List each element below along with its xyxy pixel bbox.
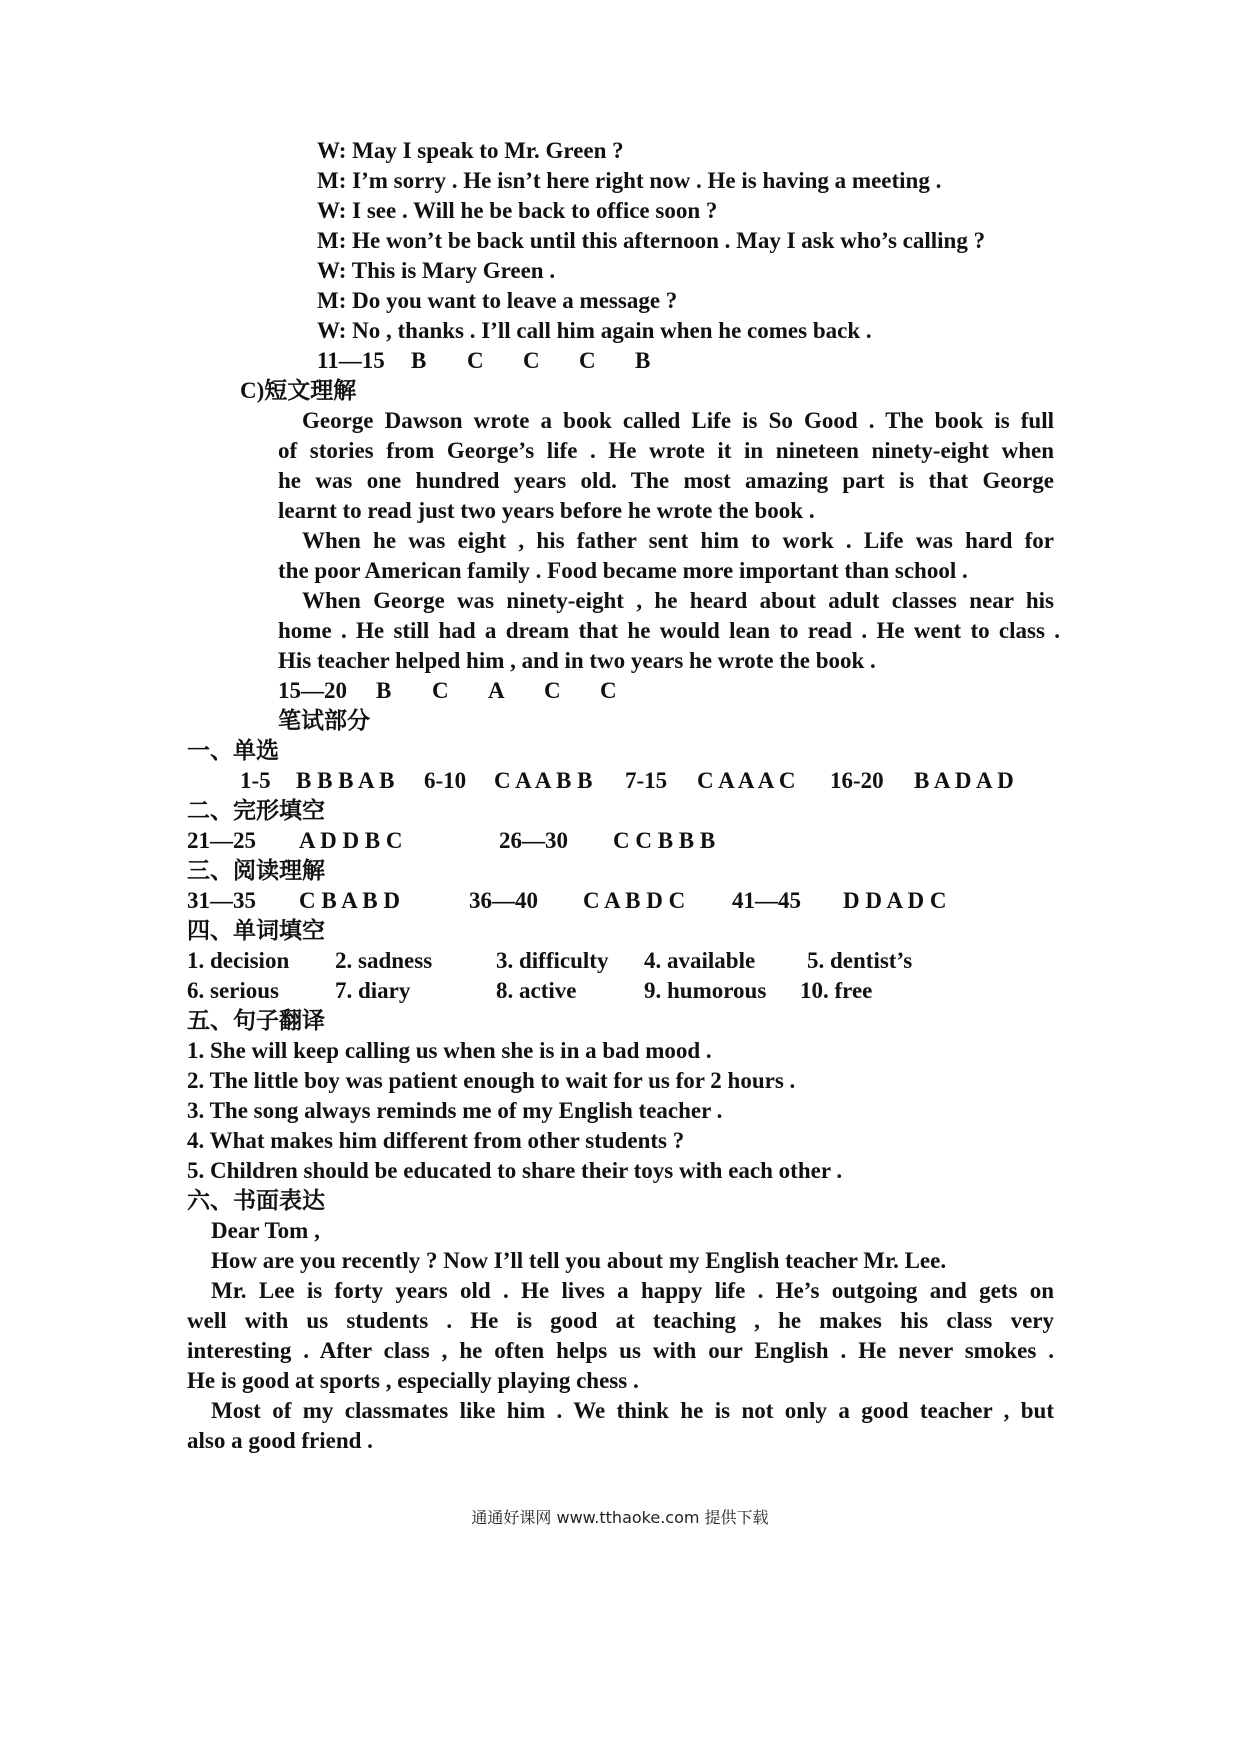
listening-b-answers bbox=[317, 346, 650, 376]
word-answer: 8. active bbox=[496, 978, 577, 1003]
answer-letter: B bbox=[635, 348, 651, 373]
letter-line: Most of my classmates like him . We think he is not only a good teacher , but bbox=[211, 1398, 1054, 1423]
answer-range: 6-10 bbox=[424, 768, 467, 793]
answer-group: C B A B D bbox=[299, 888, 400, 913]
passage-line: learnt to read just two years before he wrote the book . bbox=[278, 498, 815, 523]
section-heading: C)短文理解 bbox=[240, 378, 357, 403]
section-heading: 三、阅读理解 bbox=[187, 858, 325, 883]
word-answer: 7. diary bbox=[335, 978, 411, 1003]
answer-group: A D D B C bbox=[299, 828, 403, 853]
word-answer: 5. dentist’s bbox=[807, 948, 913, 973]
dialogue-line: W: No , thanks . I’ll call him again when he comes back . bbox=[317, 318, 872, 343]
answer-letter: A bbox=[488, 678, 505, 703]
answer-group: B B B A B bbox=[296, 768, 395, 793]
dialogue-line: M: He won’t be back until this afternoon . May I ask who’s calling ? bbox=[317, 228, 986, 253]
section-heading: 四、单词填空 bbox=[187, 918, 325, 943]
letter-line: also a good friend . bbox=[187, 1428, 373, 1453]
word-row bbox=[187, 976, 872, 1006]
passage-line: the poor American family . Food became more important than school . bbox=[278, 558, 968, 583]
passage-line: When George was ninety-eight , he heard about adult classes near his bbox=[302, 588, 1054, 613]
passage-line: George Dawson wrote a book called Life is So Good . The book is full bbox=[302, 408, 1054, 433]
translation-sentence: 4. What makes him different from other students ? bbox=[187, 1128, 685, 1153]
letter-line: interesting . After class , he often helps us with our English . He never smokes . bbox=[187, 1338, 1054, 1363]
passage-line: His teacher helped him , and in two years he wrote the book . bbox=[278, 648, 876, 673]
translation-sentence: 5. Children should be educated to share their toys with each other . bbox=[187, 1158, 843, 1183]
answer-letter: C bbox=[544, 678, 561, 703]
answer-range: 36—40 bbox=[469, 888, 538, 913]
word-answer: 6. serious bbox=[187, 978, 279, 1003]
answer-group: D D A D C bbox=[843, 888, 947, 913]
passage-line: of stories from George’s life . He wrote it in nineteen ninety-eight when bbox=[278, 438, 1054, 463]
section1-answers bbox=[240, 766, 1014, 796]
translation-sentence: 2. The little boy was patient enough to wait for us for 2 hours . bbox=[187, 1068, 796, 1093]
answer-group: C A A B B bbox=[494, 768, 593, 793]
letter-line: He is good at sports , especially playing chess . bbox=[187, 1368, 639, 1393]
answer-range: 1-5 bbox=[240, 768, 271, 793]
word-row bbox=[187, 946, 912, 976]
word-answer: 2. sadness bbox=[335, 948, 433, 973]
page-footer: 通通好课网 www.tthaoke.com 提供下载 bbox=[471, 1508, 769, 1527]
word-answer: 3. difficulty bbox=[496, 948, 609, 973]
letter-intro: How are you recently ? Now I’ll tell you about my English teacher Mr. Lee. bbox=[211, 1248, 947, 1273]
section-heading: 一、单选 bbox=[187, 738, 279, 763]
translation-sentence: 1. She will keep calling us when she is in a bad mood . bbox=[187, 1038, 712, 1063]
passage-line: he was one hundred years old. The most amazing part is that George bbox=[278, 468, 1054, 493]
dialogue-line: W: This is Mary Green . bbox=[317, 258, 556, 283]
answer-letter: B bbox=[376, 678, 392, 703]
answer-group: B A D A D bbox=[914, 768, 1014, 793]
answer-letter: B bbox=[411, 348, 427, 373]
dialogue-line: W: May I speak to Mr. Green ? bbox=[317, 138, 624, 163]
word-answer: 9. humorous bbox=[644, 978, 767, 1003]
passage-line: home . He still had a dream that he would lean to read . He went to class . bbox=[278, 618, 1060, 643]
dialogue-line: M: Do you want to leave a message ? bbox=[317, 288, 678, 313]
answer-range: 31—35 bbox=[187, 888, 256, 913]
section-heading: 六、书面表达 bbox=[187, 1188, 325, 1213]
dialogue-line: W: I see . Will he be back to office soon ? bbox=[317, 198, 718, 223]
answer-range: 41—45 bbox=[732, 888, 801, 913]
written-part-heading: 笔试部分 bbox=[278, 708, 370, 733]
answer-range: 21—25 bbox=[187, 828, 256, 853]
answer-letter: C bbox=[600, 678, 617, 703]
answer-group: C A B D C bbox=[583, 888, 686, 913]
section-heading: 五、句子翻译 bbox=[187, 1008, 325, 1033]
answer-range: 11—15 bbox=[317, 348, 385, 373]
answer-group: C C B B B bbox=[613, 828, 716, 853]
word-answer: 10. free bbox=[800, 978, 873, 1003]
answer-range: 16-20 bbox=[830, 768, 884, 793]
letter-salutation: Dear Tom , bbox=[211, 1218, 320, 1243]
translation-sentence: 3. The song always reminds me of my English teacher . bbox=[187, 1098, 723, 1123]
listening-c-answers bbox=[278, 676, 617, 706]
answer-range: 7-15 bbox=[625, 768, 668, 793]
answer-letter: C bbox=[432, 678, 449, 703]
section3-answers bbox=[187, 886, 947, 916]
answer-group: C A A A C bbox=[697, 768, 796, 793]
dialogue-line: M: I’m sorry . He isn’t here right now . He is having a meeting . bbox=[317, 168, 942, 193]
word-answer: 4. available bbox=[644, 948, 756, 973]
answer-range: 15—20 bbox=[278, 678, 347, 703]
word-answer: 1. decision bbox=[187, 948, 290, 973]
passage-line: When he was eight , his father sent him to work . Life was hard for bbox=[302, 528, 1054, 553]
answer-range: 26—30 bbox=[499, 828, 568, 853]
letter-line: Mr. Lee is forty years old . He lives a happy life . He’s outgoing and gets on bbox=[211, 1278, 1054, 1303]
section-heading: 二、完形填空 bbox=[187, 798, 325, 823]
section2-answers bbox=[187, 826, 715, 856]
answer-letter: C bbox=[523, 348, 540, 373]
answer-letter: C bbox=[467, 348, 484, 373]
answer-letter: C bbox=[579, 348, 596, 373]
letter-line: well with us students . He is good at teaching , he makes his class very bbox=[187, 1308, 1054, 1333]
